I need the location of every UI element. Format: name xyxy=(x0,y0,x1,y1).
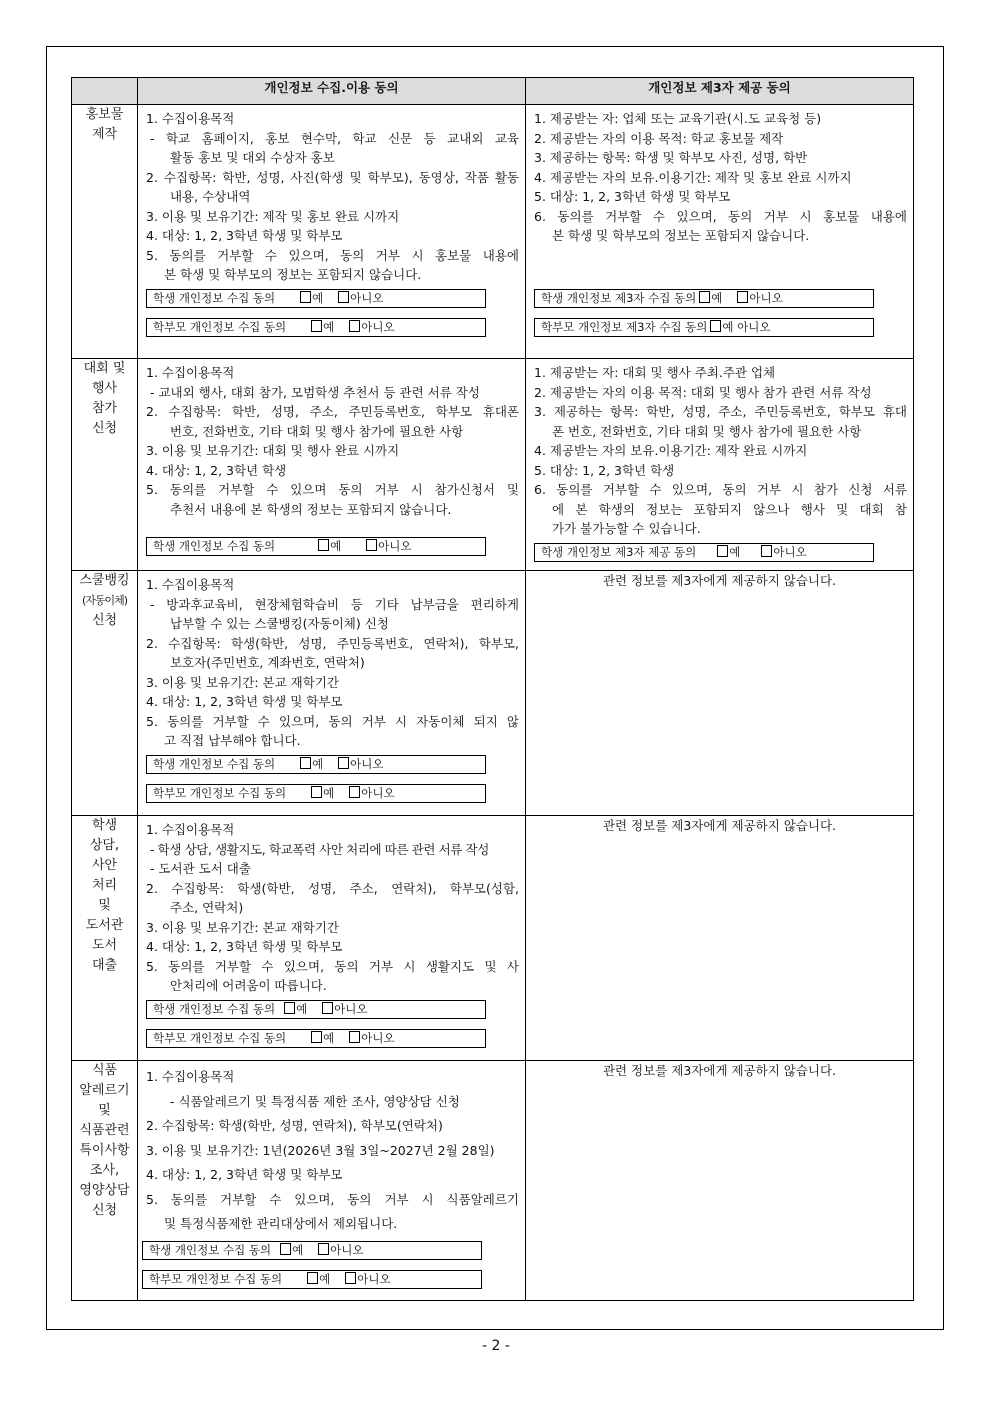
category-food-allergy: 식품 알레르기 및 식품관련 특이사항 조사, 영양상담 신청 xyxy=(72,1061,138,1301)
collect-cell-promo: 1. 수집이용목적 - 학교 홈페이지, 홍보 현수막, 학교 신문 등 교내외 교육 활동 홍보 및 대외 수상자 홍보 2. 수집항목: 학반, 성명, 사진(학생 및 학부모), 동영상, 작품 활동 내용, 수상내역 3. 이용 및 보유기간: 제작 및 홍보 완료 시까지 4. 대상: 1, 2, 3학년 학생 및 학부모 5. 동의를 거부할 수 있으며, 동의 거부 시 홍보물 내용에 본 학생 및 학부모의 정보는 포함되지 않습니다. 학생 개인정보 수집 동의 예 아니오 학부모 개인정보 수집 동의 예 아니오 xyxy=(138,105,526,359)
student-third-provide-consent: 학생 개인정보 제3자 제공 동의 예 아니오 xyxy=(534,543,874,562)
checkbox-yes-no[interactable] xyxy=(710,320,721,332)
collect-cell-contest: 1. 수집이용목적 - 교내외 행사, 대회 참가, 모범학생 추천서 등 관련 서류 작성 2. 수집항목: 학반, 성명, 주소, 주민등록번호, 학부모 휴대폰 번호, 전화번호, 기타 대회 및 행사 참가에 필요한 사항 3. 이용 및 보유기간: 대회 및 행사 완료 시까지 4. 대상: 1, 2, 3학년 학생 5. 동의를 거부할 수 있으며 동의 거부 시 참가신청서 및 추천서 내용에 본 학생의 정보는 포함되지 않습니다. 학생 개인정보 수집 동의 예 아니오 xyxy=(138,359,526,571)
checkbox-yes[interactable] xyxy=(284,1002,295,1014)
student-collect-consent: 학생 개인정보 수집 동의 예 아니오 xyxy=(146,537,486,556)
checkbox-no[interactable] xyxy=(338,291,349,303)
checkbox-yes[interactable] xyxy=(300,291,311,303)
category-counseling: 학생 상담, 사안 처리 및 도서관 도서 대출 xyxy=(72,816,138,1061)
row-counseling xyxy=(72,816,914,1061)
row-food-allergy xyxy=(72,1061,914,1301)
checkbox-no[interactable] xyxy=(318,1243,329,1255)
checkbox-no[interactable] xyxy=(345,1272,356,1284)
page-number: - 2 - xyxy=(482,1338,510,1354)
checkbox-no[interactable] xyxy=(366,539,377,551)
student-collect-consent: 학생 개인정보 수집 동의 예 아니오 xyxy=(146,289,486,308)
checkbox-no[interactable] xyxy=(761,545,772,557)
student-collect-consent: 학생 개인정보 수집 동의 예 아니오 xyxy=(146,1000,486,1019)
student-third-collect-consent: 학생 개인정보 제3자 수집 동의 예 아니오 xyxy=(534,289,874,308)
checkbox-no[interactable] xyxy=(737,291,748,303)
third-cell-contest: 1. 제공받는 자: 대회 및 행사 주최.주관 업체 2. 제공받는 자의 이용 목적: 대회 및 행사 참가 관련 서류 작성 3. 제공하는 항목: 학반, 성명, 주소, 주민등록번호, 학부모 휴대 폰 번호, 전화번호, 기타 대회 및 행사 참가에 필요한 사항 4. 제공받는 자의 보유.이용기간: 제작 완료 시까지 5. 대상: 1, 2, 3학년 학생 6. 동의를 거부할 수 있으며, 동의 거부 시 참가 신청 서류 에 본 학생의 정보는 포함되지 않으나 행사 및 대회 참 가가 불가능할 수 있습니다. 학생 개인정보 제3자 제공 동의 예 아니오 xyxy=(526,359,914,571)
consent-table xyxy=(71,77,914,1301)
row-promo xyxy=(72,105,914,359)
row-contest xyxy=(72,359,914,571)
checkbox-yes[interactable] xyxy=(311,1031,322,1043)
parent-third-collect-consent: 학부모 개인정보 제3자 수집 동의 예 아니오 xyxy=(534,318,874,337)
checkbox-yes[interactable] xyxy=(307,1272,318,1284)
header-third-party: 개인정보 제3자 제공 동의 xyxy=(526,78,914,105)
parent-collect-consent: 학부모 개인정보 수집 동의 예 아니오 xyxy=(146,318,486,337)
parent-collect-consent: 학부모 개인정보 수집 동의 예 아니오 xyxy=(146,1029,486,1048)
checkbox-yes[interactable] xyxy=(699,291,710,303)
collect-cell-counseling: 1. 수집이용목적 - 학생 상담, 생활지도, 학교폭력 사안 처리에 따른 관련 서류 작성 - 도서관 도서 대출 2. 수집항목: 학생(학반, 성명, 주소, 연락처), 학부모(성함, 주소, 연락처) 3. 이용 및 보유기간: 본교 재학기간 4. 대상: 1, 2, 3학년 학생 및 학부모 5. 동의를 거부할 수 있으며, 동의 거부 시 생활지도 및 사 안처리에 어려움이 따릅니다. 학생 개인정보 수집 동의 예 아니오 학부모 개인정보 수집 동의 예 아니오 xyxy=(138,816,526,1061)
third-cell-schoolbanking: 관련 정보를 제3자에게 제공하지 않습니다. xyxy=(526,571,914,816)
checkbox-yes[interactable] xyxy=(717,545,728,557)
checkbox-no[interactable] xyxy=(322,1002,333,1014)
third-cell-food-allergy: 관련 정보를 제3자에게 제공하지 않습니다. xyxy=(526,1061,914,1301)
header-collect-use: 개인정보 수집.이용 동의 xyxy=(138,78,526,105)
category-promo: 홍보물 제작 xyxy=(72,105,138,359)
checkbox-yes[interactable] xyxy=(318,539,329,551)
category-contest: 대회 및 행사 참가 신청 xyxy=(72,359,138,571)
checkbox-yes[interactable] xyxy=(300,757,311,769)
collect-cell-food-allergy: 1. 수집이용목적 - 식품알레르기 및 특정식품 제한 조사, 영양상담 신청 2. 수집항목: 학생(학반, 성명, 연락처), 학부모(연락처) 3. 이용 및 보유기간: 1년(2026년 3월 3일~2027년 2월 28일) 4. 대상: 1, 2, 3학년 학생 및 학부모 5. 동의를 거부할 수 있으며, 동의 거부 시 식품알레르기 및 특정식품제한 관리대상에서 제외됩니다. 학생 개인정보 수집 동의 예 아니오 학부모 개인정보 수집 동의 예 아니오 xyxy=(138,1061,526,1301)
checkbox-yes[interactable] xyxy=(280,1243,291,1255)
checkbox-yes[interactable] xyxy=(311,320,322,332)
checkbox-no[interactable] xyxy=(349,786,360,798)
collect-cell-schoolbanking: 1. 수집이용목적 - 방과후교육비, 현장체험학습비 등 기타 납부금을 편리하게 납부할 수 있는 스쿨뱅킹(자동이체) 신청 2. 수집항목: 학생(학반, 성명, 주민등록번호, 연락처), 학부모, 보호자(주민번호, 계좌번호, 연락처) 3. 이용 및 보유기간: 본교 재학기간 4. 대상: 1, 2, 3학년 학생 및 학부모 5. 동의를 거부할 수 있으며, 동의 거부 시 자동이체 되지 않 고 직접 납부해야 합니다. 학생 개인정보 수집 동의 예 아니오 학부모 개인정보 수집 동의 예 아니오 xyxy=(138,571,526,816)
parent-collect-consent: 학부모 개인정보 수집 동의 예 아니오 xyxy=(146,784,486,803)
checkbox-no[interactable] xyxy=(338,757,349,769)
checkbox-no[interactable] xyxy=(349,1031,360,1043)
checkbox-no[interactable] xyxy=(349,320,360,332)
category-schoolbanking: 스쿨뱅킹 (자동이체) 신청 xyxy=(72,571,138,816)
student-collect-consent: 학생 개인정보 수집 동의 예 아니오 xyxy=(146,755,486,774)
third-cell-promo: 1. 제공받는 자: 업체 또는 교육기관(시.도 교육청 등) 2. 제공받는 자의 이용 목적: 학교 홍보물 제작 3. 제공하는 항목: 학생 및 학부모 사진, 성명, 학반 4. 제공받는 자의 보유.이용기간: 제작 및 홍보 완료 시까지 5. 대상: 1, 2, 3학년 학생 및 학부모 6. 동의를 거부할 수 있으며, 동의 거부 시 홍보물 내용에 본 학생 및 학부모의 정보는 포함되지 않습니다. 학생 개인정보 제3자 수집 동의 예 아니오 학부모 개인정보 제3자 수집 동의 예 아니오 xyxy=(526,105,914,359)
header-row xyxy=(72,78,914,105)
third-cell-counseling: 관련 정보를 제3자에게 제공하지 않습니다. xyxy=(526,816,914,1061)
parent-collect-consent: 학부모 개인정보 수집 동의 예 아니오 xyxy=(142,1270,482,1289)
checkbox-yes[interactable] xyxy=(311,786,322,798)
row-schoolbanking xyxy=(72,571,914,816)
header-category xyxy=(72,78,138,105)
student-collect-consent: 학생 개인정보 수집 동의 예 아니오 xyxy=(142,1241,482,1260)
